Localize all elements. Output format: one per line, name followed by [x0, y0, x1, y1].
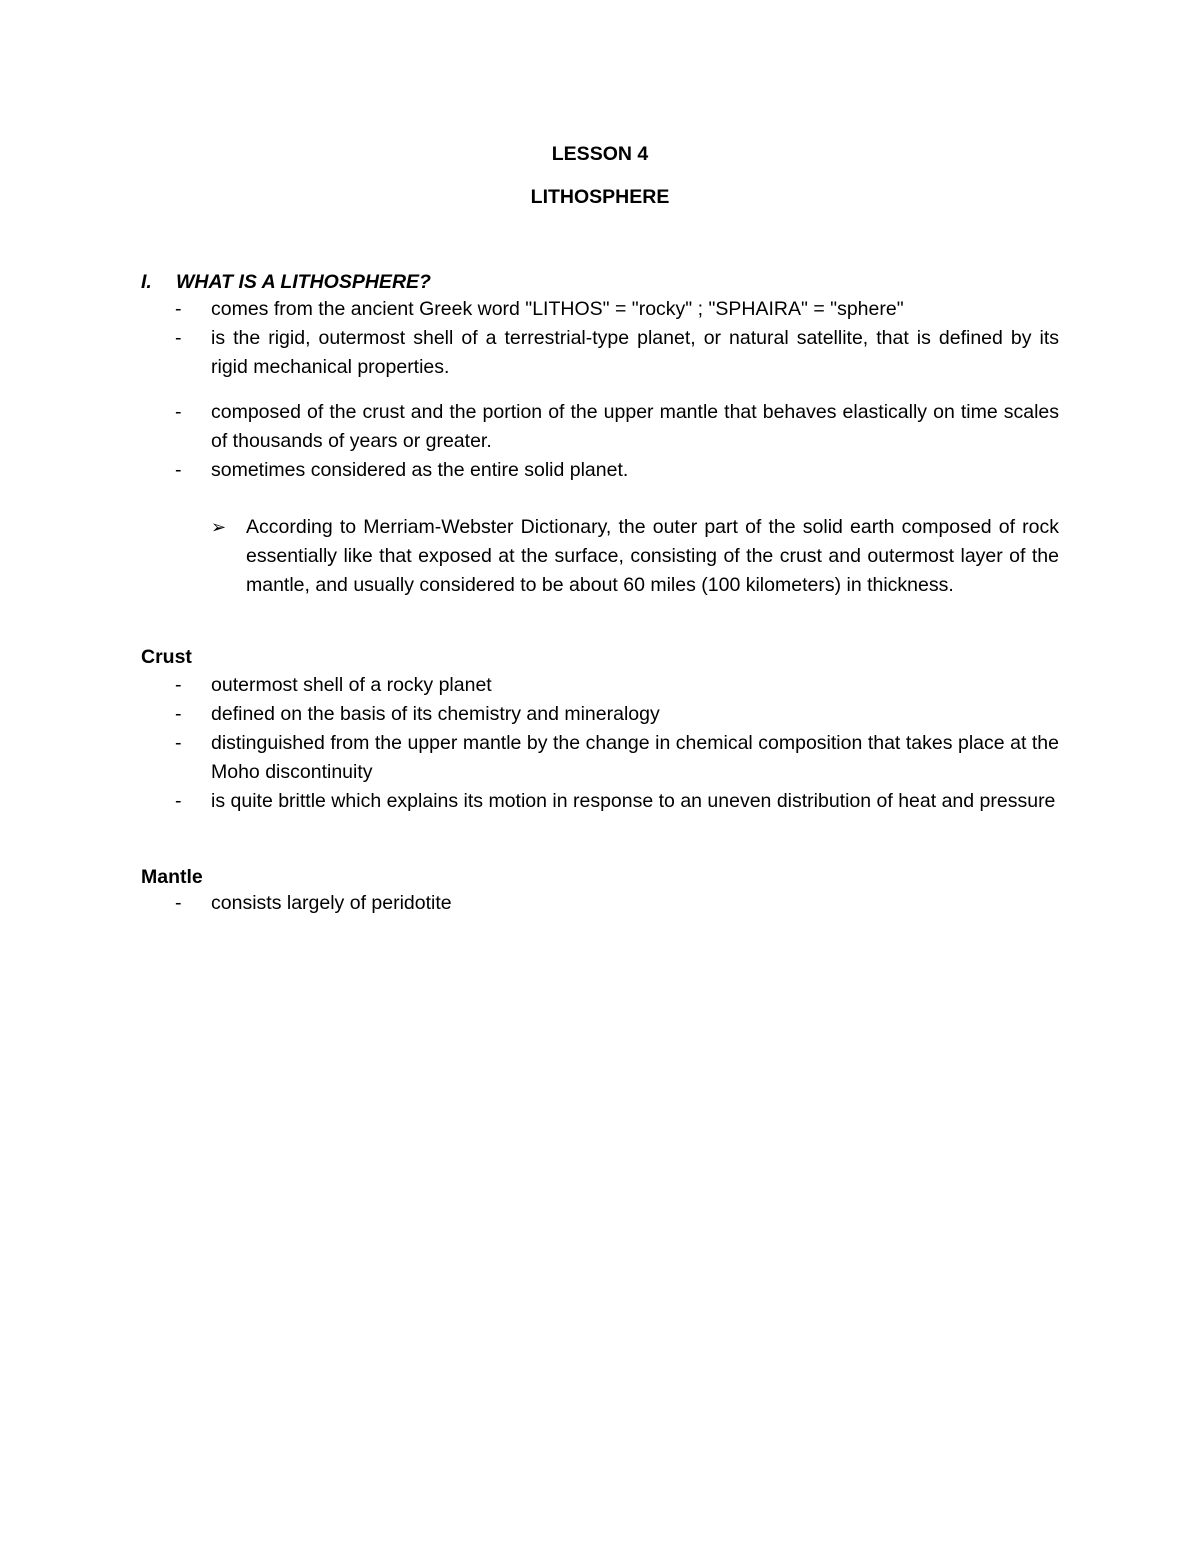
- mantle-heading: Mantle: [141, 866, 203, 888]
- list-item: - consists largely of peridotite: [141, 889, 1059, 918]
- list-item: - defined on the basis of its chemistry and mineralogy: [141, 700, 1059, 729]
- dash-bullet: -: [175, 790, 182, 812]
- dash-bullet: -: [175, 298, 182, 320]
- crust-heading: Crust: [141, 646, 192, 668]
- crust-list: [141, 671, 1059, 816]
- lithosphere-definition-list: [141, 295, 1059, 485]
- list-item: - sometimes considered as the entire solid planet.: [141, 456, 1059, 485]
- list-item: - is the rigid, outermost shell of a terrestrial-type planet, or natural satellite, that is defined by its rigid mechanical properties.: [141, 324, 1059, 382]
- dash-bullet: -: [175, 674, 182, 696]
- dash-bullet: -: [175, 703, 182, 725]
- dash-bullet: -: [175, 459, 182, 481]
- list-item: - comes from the ancient Greek word "LITHOS" = "rocky" ; "SPHAIRA" = "sphere": [141, 295, 1059, 324]
- dash-bullet: -: [175, 327, 182, 349]
- list-item: - outermost shell of a rocky planet: [141, 671, 1059, 700]
- arrow-bullet-icon: ➢: [211, 517, 227, 537]
- list-item: - is quite brittle which explains its motion in response to an uneven distribution of heat and pressure: [141, 787, 1059, 816]
- section-heading: [141, 271, 431, 294]
- mantle-list: [141, 889, 1059, 918]
- dash-bullet: -: [175, 892, 182, 914]
- lesson-number: LESSON 4: [551, 143, 649, 165]
- section-title: WHAT IS A LITHOSPHERE?: [176, 271, 431, 293]
- dash-bullet: -: [175, 732, 182, 754]
- section-number: I.: [141, 271, 152, 293]
- dash-bullet: -: [175, 401, 182, 423]
- list-item: - composed of the crust and the portion of the upper mantle that behaves elastically on time scales of thousands of years or greater.: [141, 398, 1059, 456]
- list-item: - distinguished from the upper mantle by the change in chemical composition that takes place at the Moho discontinuity: [141, 729, 1059, 787]
- dictionary-note: ➢ According to Merriam-Webster Dictionary, the outer part of the solid earth composed of rock essentially like that exposed at the surface, consisting of the crust and outermost layer of the mantle, and usually considered to be about 60 miles (100 kilometers) in thickness.: [211, 513, 1059, 600]
- lesson-title: LITHOSPHERE: [530, 186, 670, 208]
